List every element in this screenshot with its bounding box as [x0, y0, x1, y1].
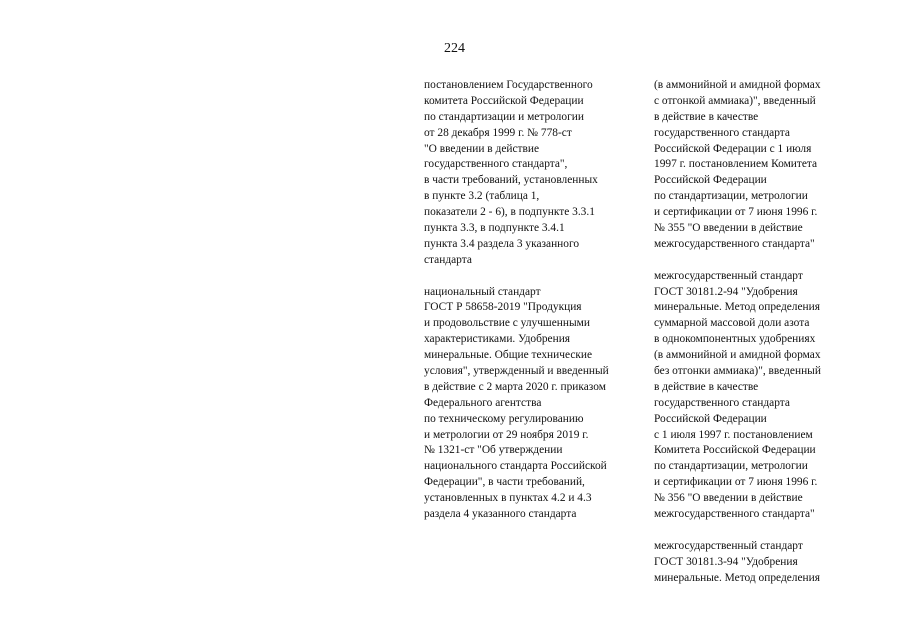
text-line: в действие в качестве — [654, 380, 759, 393]
text-line: межгосударственного стандарта" — [654, 237, 815, 250]
text-line: комитета Российской Федерации — [424, 94, 584, 107]
text-line: без отгонки аммиака)", введенный — [654, 365, 821, 378]
text-line: раздела 4 указанного стандарта — [424, 508, 577, 521]
text-line: с отгонкой аммиака)", введенный — [654, 94, 816, 107]
text-line: ГОСТ 30181.3-94 "Удобрения — [654, 555, 798, 568]
text-line: характеристиками. Удобрения — [424, 333, 571, 346]
text-line: (в аммонийной и амидной формах — [654, 349, 821, 362]
text-line: 1997 г. постановлением Комитета — [654, 158, 818, 171]
text-line: и сертификации от 7 июня 1996 г. — [654, 476, 818, 489]
text-line: пункта 3.4 раздела 3 указанного — [424, 237, 580, 250]
text-line: с 1 июля 1997 г. постановлением — [654, 428, 813, 441]
text-line: Российской Федерации — [654, 174, 767, 187]
text-line: стандарта — [424, 253, 472, 266]
text-line: ГОСТ Р 58658-2019 "Продукция — [424, 301, 582, 314]
text-line: государственного стандарта", — [424, 158, 568, 171]
text-line: и метрологии от 29 ноября 2019 г. — [424, 428, 589, 441]
text-line: межгосударственный стандарт — [654, 539, 803, 552]
text-line: межгосударственного стандарта" — [654, 508, 815, 521]
text-line: ГОСТ 30181.2-94 "Удобрения — [654, 285, 798, 298]
text-line: в пункте 3.2 (таблица 1, — [424, 190, 540, 203]
text-line: в действие с 2 марта 2020 г. приказом — [424, 380, 606, 393]
text-line: по техническому регулированию — [424, 412, 584, 425]
text-line: (в аммонийной и амидной формах — [654, 79, 821, 91]
text-line: государственного стандарта — [654, 396, 790, 409]
text-line: № 356 "О введении в действие — [654, 492, 803, 505]
text-line: № 1321-ст "Об утверждении — [424, 444, 563, 457]
text-line: условия", утвержденный и введенный — [424, 365, 609, 378]
text-line: государственного стандарта — [654, 126, 790, 139]
text-line: и сертификации от 7 июня 1996 г. — [654, 206, 818, 219]
text-line: постановлением Государственного — [424, 79, 593, 91]
right-column — [654, 78, 821, 602]
text-line: суммарной массовой доли азота — [654, 317, 810, 330]
text-line: установленных в пунктах 4.2 и 4.3 — [424, 492, 592, 505]
text-line: и продовольствие с улучшенными — [424, 317, 590, 330]
text-line: пункта 3.3, в подпункте 3.4.1 — [424, 222, 565, 235]
text-line: от 28 декабря 1999 г. № 778-ст — [424, 126, 572, 139]
left-column-paragraph — [424, 285, 609, 523]
text-line: в части требований, установленных — [424, 174, 598, 187]
text-line: Российской Федерации с 1 июля — [654, 142, 812, 155]
text-line: в действие в качестве — [654, 110, 759, 123]
right-column-paragraph — [654, 539, 821, 587]
text-line: минеральные. Метод определения — [654, 301, 820, 314]
text-line: показатели 2 - 6), в подпункте 3.3.1 — [424, 206, 595, 219]
text-line: национальный стандарт — [424, 285, 541, 298]
text-line: межгосударственный стандарт — [654, 269, 803, 282]
text-line: минеральные. Метод определения — [654, 571, 820, 584]
text-line: "О введении в действие — [424, 142, 540, 155]
right-column-paragraph — [654, 78, 821, 253]
text-line: по стандартизации и метрологии — [424, 110, 584, 123]
text-line: Федерального агентства — [424, 396, 542, 409]
text-line: в однокомпонентных удобрениях — [654, 333, 816, 346]
text-line: национального стандарта Российской — [424, 460, 607, 473]
left-column — [424, 78, 609, 539]
text-line: Федерации", в части требований, — [424, 476, 585, 489]
text-line: минеральные. Общие технические — [424, 349, 593, 362]
page-number: 224 — [444, 41, 465, 56]
right-column-paragraph — [654, 269, 821, 523]
text-line: Комитета Российской Федерации — [654, 444, 816, 457]
text-line: по стандартизации, метрологии — [654, 190, 808, 203]
left-column-paragraph — [424, 78, 609, 269]
text-line: № 355 "О введении в действие — [654, 222, 803, 235]
text-line: Российской Федерации — [654, 412, 767, 425]
text-line: по стандартизации, метрологии — [654, 460, 808, 473]
